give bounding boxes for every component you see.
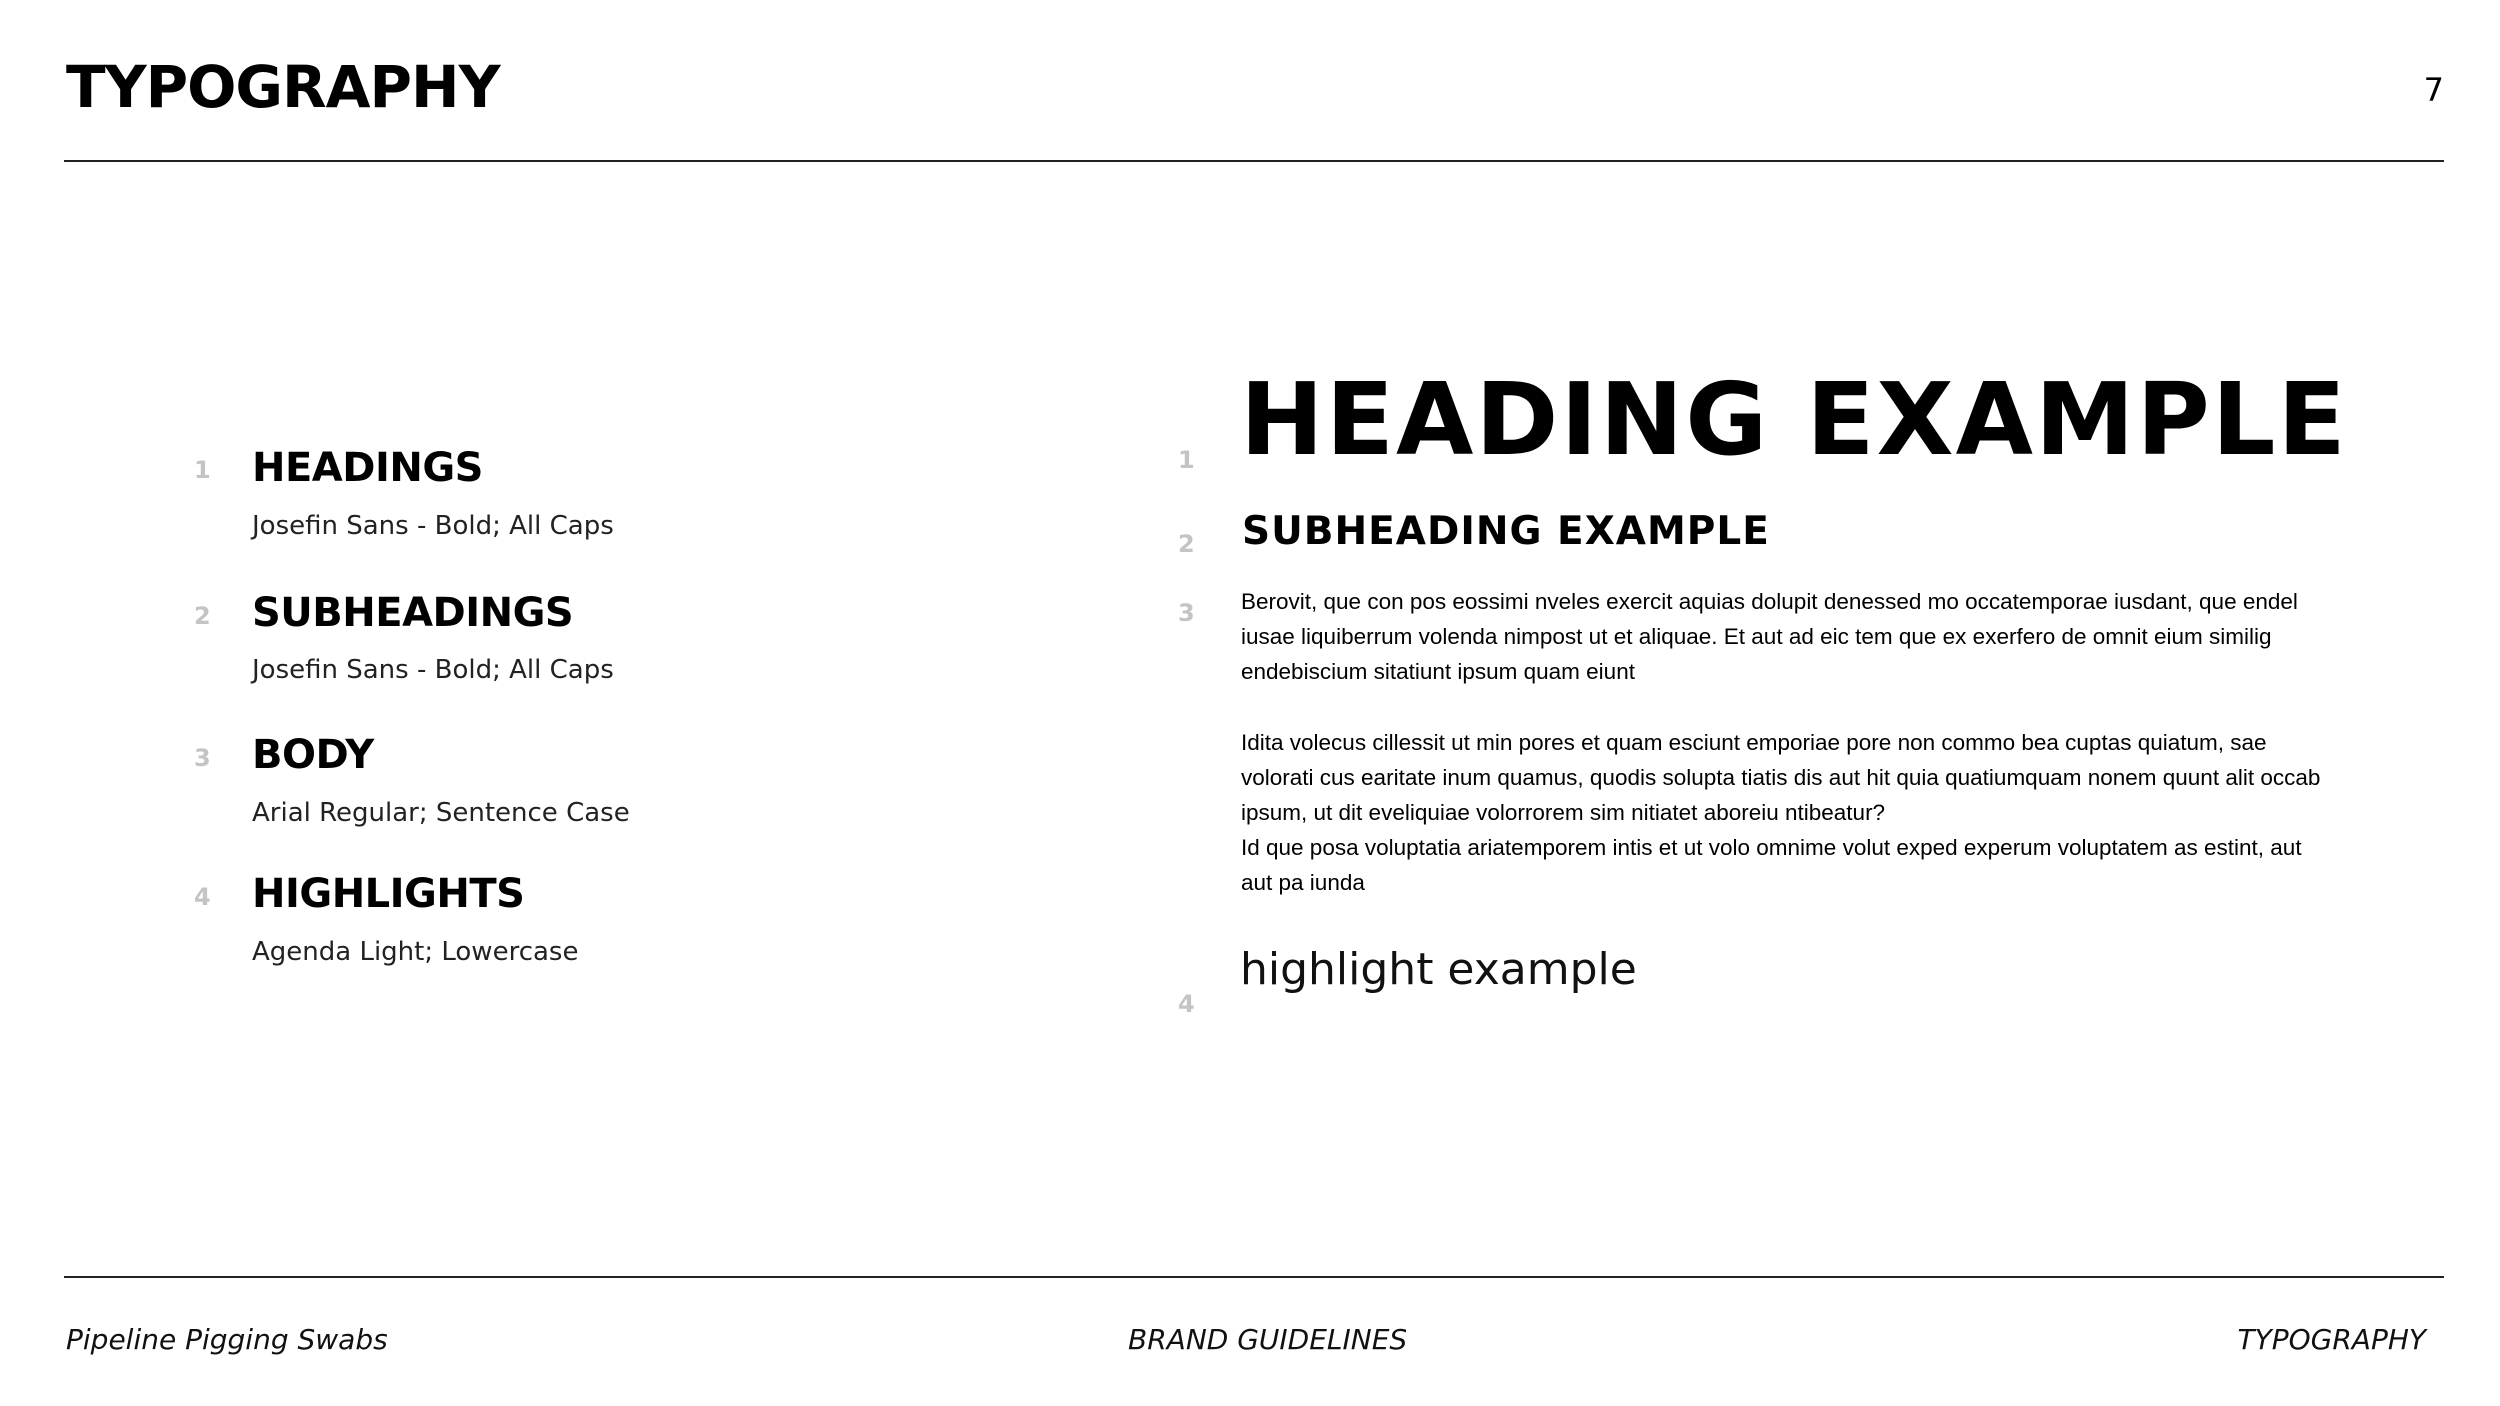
spec-number: 1 <box>194 456 211 484</box>
spec-name-subheadings: SUBHEADINGS <box>252 590 574 636</box>
body-example-block <box>1241 725 2331 900</box>
spec-name-headings: HEADINGS <box>252 445 483 491</box>
spec-description: Josefin Sans - Bold; All Caps <box>252 655 614 685</box>
spec-number: 4 <box>194 883 211 911</box>
spec-number: 3 <box>194 744 211 772</box>
footer-document-title: BRAND GUIDELINES <box>1128 1323 1408 1356</box>
body-example-paragraph: Berovit, que con pos eossimi nveles exercit aquias dolupit denessed mo occatemporae iusdant, que endel iusae liquiberrum volenda nimpost ut et aliquae. Et aut ad eic tem que ex exerfero de omnit eium similig endebiscium sitatiunt ipsum quam eiunt <box>1241 589 2298 684</box>
example-number: 2 <box>1178 530 1195 558</box>
body-example-paragraph: Id que posa voluptatia ariatemporem intis et ut volo omnime volut exped experum voluptatem as estint, aut aut pa iunda <box>1241 835 2302 895</box>
spec-description: Agenda Light; Lowercase <box>252 937 579 967</box>
spec-number: 2 <box>194 602 211 630</box>
example-number: 1 <box>1178 446 1195 474</box>
spec-description: Josefin Sans - Bold; All Caps <box>252 511 614 541</box>
page-title: TYPOGRAPHY <box>66 53 500 121</box>
spec-name-body: BODY <box>252 732 374 778</box>
footer-company-name: Pipeline Pigging Swabs <box>66 1323 388 1356</box>
spec-name-highlights: HIGHLIGHTS <box>252 871 525 917</box>
example-number: 4 <box>1178 990 1195 1018</box>
highlight-example: highlight example <box>1240 944 1637 995</box>
page-number: 7 <box>2423 71 2444 109</box>
footer-divider <box>64 1276 2444 1278</box>
subheading-example: SUBHEADING EXAMPLE <box>1242 509 1770 554</box>
spec-description: Arial Regular; Sentence Case <box>252 798 630 828</box>
footer-section-name: TYPOGRAPHY <box>2237 1323 2426 1356</box>
body-example-paragraph: Idita volecus cillessit ut min pores et quam esciunt emporiae pore non commo bea cuptas quiatum, sae volorati cus earitate inum quamus, quodis solupta tiatis dis aut hit quia quatiumquam nonem quunt alit occab ipsum, ut dit eveliquiae volorrorem sim nitiatet aboreiu ntibeatur? <box>1241 730 2321 825</box>
example-number: 3 <box>1178 599 1195 627</box>
header-divider <box>64 160 2444 162</box>
heading-example: HEADING EXAMPLE <box>1240 361 2348 478</box>
